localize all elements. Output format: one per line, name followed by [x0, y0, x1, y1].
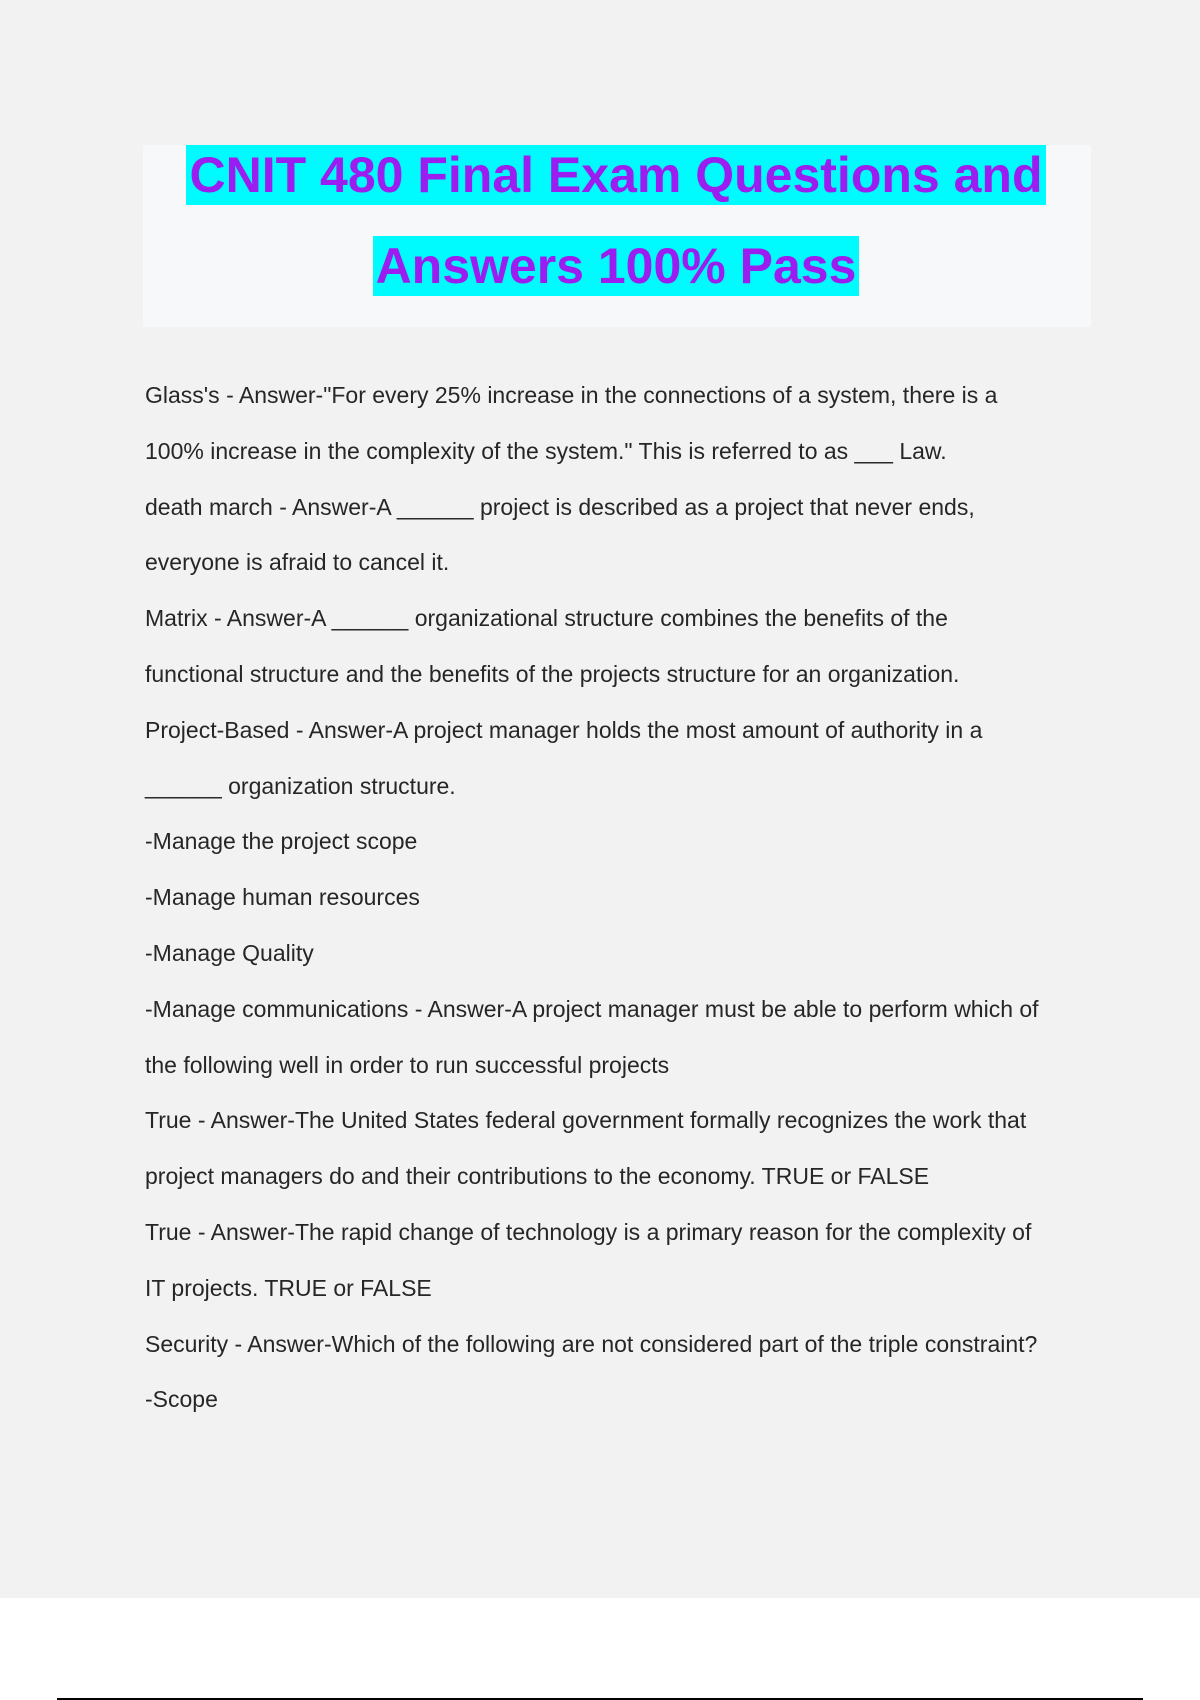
text-line: -Manage Quality	[145, 939, 314, 966]
text-line: -Manage the project scope	[145, 828, 418, 855]
text-line: -Scope	[145, 1386, 218, 1413]
text-line: the following well in order to run successful projects	[145, 1051, 670, 1078]
text-line: True - Answer-The United States federal government formally recognizes the work that	[145, 1107, 1027, 1134]
text-line: Security - Answer-Which of the following are not considered part of the triple constraint?	[145, 1330, 1038, 1357]
text-line: everyone is afraid to cancel it.	[145, 549, 450, 576]
text-line: death march - Answer-A ______ project is described as a project that never ends,	[145, 493, 975, 520]
document-title-line-1: CNIT 480 Final Exam Questions and	[186, 145, 1046, 205]
document-title-line-2: Answers 100% Pass	[373, 236, 859, 296]
text-line: True - Answer-The rapid change of technology is a primary reason for the complexity of	[145, 1218, 1032, 1245]
text-line: Matrix - Answer-A ______ organizational structure combines the benefits of the	[145, 605, 948, 632]
text-line: ______ organization structure.	[145, 772, 456, 799]
text-line: 100% increase in the complexity of the system." This is referred to as ___ Law.	[145, 437, 947, 464]
text-line: Glass's - Answer-"For every 25% increase in the connections of a system, there is a	[145, 382, 998, 408]
text-line: -Manage human resources	[145, 884, 420, 911]
text-line: project managers do and their contributions to the economy. TRUE or FALSE	[145, 1163, 930, 1190]
text-line: functional structure and the benefits of the projects structure for an organization.	[145, 660, 960, 687]
text-line: -Manage communications - Answer-A project manager must be able to perform which of	[145, 995, 1039, 1022]
title-box	[143, 145, 1091, 327]
text-line: Project-Based - Answer-A project manager holds the most amount of authority in a	[145, 716, 983, 743]
document-body	[145, 368, 1105, 1428]
text-line: IT projects. TRUE or FALSE	[145, 1274, 432, 1301]
